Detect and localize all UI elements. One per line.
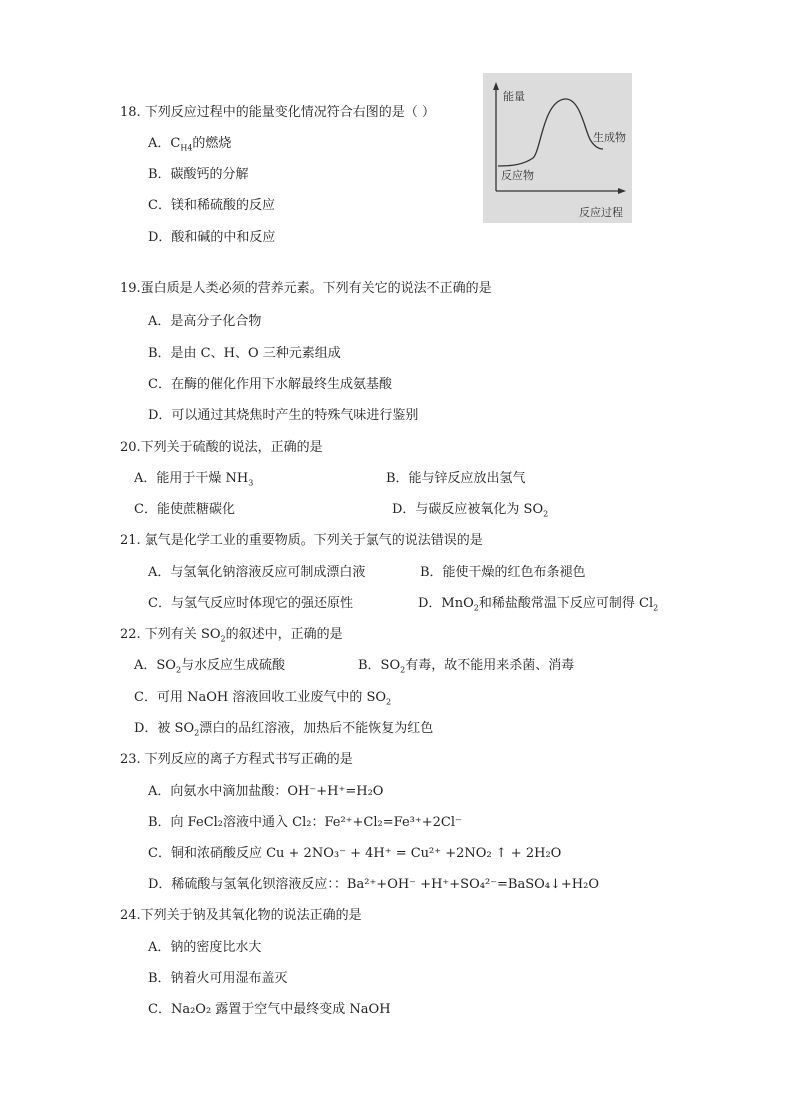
q23-option-b: B．向 FeCl₂溶液中通入 Cl₂：Fe²⁺+Cl₂=Fe³⁺+2Cl⁻ xyxy=(148,815,462,830)
q22-option-c: C．可用 NaOH 溶液回收工业废气中的 $SO_2$ xyxy=(134,690,392,707)
energy-curve xyxy=(498,99,603,166)
q19-option-c: C．在酶的催化作用下水解最终生成氨基酸 xyxy=(148,377,392,392)
q21-stem: 21. 氯气是化学工业的重要物质。下列关于氯气的说法错误的是 xyxy=(120,533,483,548)
q21-option-c: C．与氢气反应时体现它的强还原性 xyxy=(148,596,353,611)
product-label: 生成物 xyxy=(593,131,626,144)
y-axis-label: 能量 xyxy=(503,90,525,103)
q22-stem: 22. 下列有关 $SO_2$的叙述中，正确的是 xyxy=(120,627,343,644)
q23-option-c: C．铜和浓硝酸反应 Cu + 2NO₃⁻ + 4H⁺ = Cu²⁺ +2NO₂ ↑ + 2H₂O xyxy=(148,846,562,861)
q23-option-d: D．稀硫酸与氢氧化钡溶液反应：：Ba²⁺+OH⁻ +H⁺+SO₄²⁻=BaSO₄↓+H₂O xyxy=(148,877,599,892)
q19-option-d: D．可以通过其烧焦时产生的特殊气味进行鉴别 xyxy=(148,408,419,423)
q21-option-d: D．MnO$_2$和稀盐酸常温下反应可制得 $Cl_2$ xyxy=(418,596,659,613)
q23-option-a: A．向氨水中滴加盐酸：OH⁻+H⁺=H₂O xyxy=(148,784,384,799)
q24-option-a: A．钠的密度比水大 xyxy=(148,940,262,955)
q22-option-b: B．$SO_2$有毒，故不能用来杀菌、消毒 xyxy=(358,658,575,675)
energy-diagram xyxy=(483,73,632,223)
y-axis-arrow xyxy=(493,82,499,90)
x-axis-label: 反应过程 xyxy=(579,206,623,219)
q20-option-a: A．能用于干燥 $NH_3$ xyxy=(134,471,254,488)
q19-option-b: B．是由 C、H、O 三种元素组成 xyxy=(148,346,341,361)
q18-stem: 18. 下列反应过程中的能量变化情况符合右图的是（ ） xyxy=(120,105,435,120)
x-axis-arrow xyxy=(618,188,626,194)
q24-stem: 24.下列关于钠及其氧化物的说法正确的是 xyxy=(120,908,362,923)
q18-option-a: A．$C_{H4}$的燃烧 xyxy=(148,136,232,153)
q20-option-d: D．与碳反应被氧化为 $SO_2$ xyxy=(392,502,549,519)
q19-option-a: A．是高分子化合物 xyxy=(148,314,262,329)
q18-option-b: B．碳酸钙的分解 xyxy=(148,167,249,182)
q18-option-d: D．酸和碱的中和反应 xyxy=(148,230,276,245)
q22-option-d: D．被 $SO_2$漂白的品红溶液，加热后不能恢复为红色 xyxy=(134,721,434,738)
q21-option-b: B．能使干燥的红色布条褪色 xyxy=(420,565,586,580)
reactant-label: 反应物 xyxy=(501,169,534,182)
q24-option-b: B．钠着火可用湿布盖灭 xyxy=(148,971,288,986)
q23-stem: 23. 下列反应的离子方程式书写正确的是 xyxy=(120,752,353,767)
q20-stem: 20.下列关于硫酸的说法，正确的是 xyxy=(120,440,323,455)
q21-option-a: A．与氢氧化钠溶液反应可制成漂白液 xyxy=(148,565,366,580)
q20-option-c: C．能使蔗糖碳化 xyxy=(134,502,235,517)
q18-option-c: C．镁和稀硫酸的反应 xyxy=(148,198,275,213)
q22-option-a: A．$SO_2$与水反应生成硫酸 xyxy=(134,658,286,675)
q20-option-b: B．能与锌反应放出氢气 xyxy=(386,471,526,486)
q19-stem: 19.蛋白质是人类必须的营养元素。下列有关它的说法不正确的是 xyxy=(120,281,492,296)
q24-option-c: C．Na₂O₂ 露置于空气中最终变成 NaOH xyxy=(148,1002,391,1017)
